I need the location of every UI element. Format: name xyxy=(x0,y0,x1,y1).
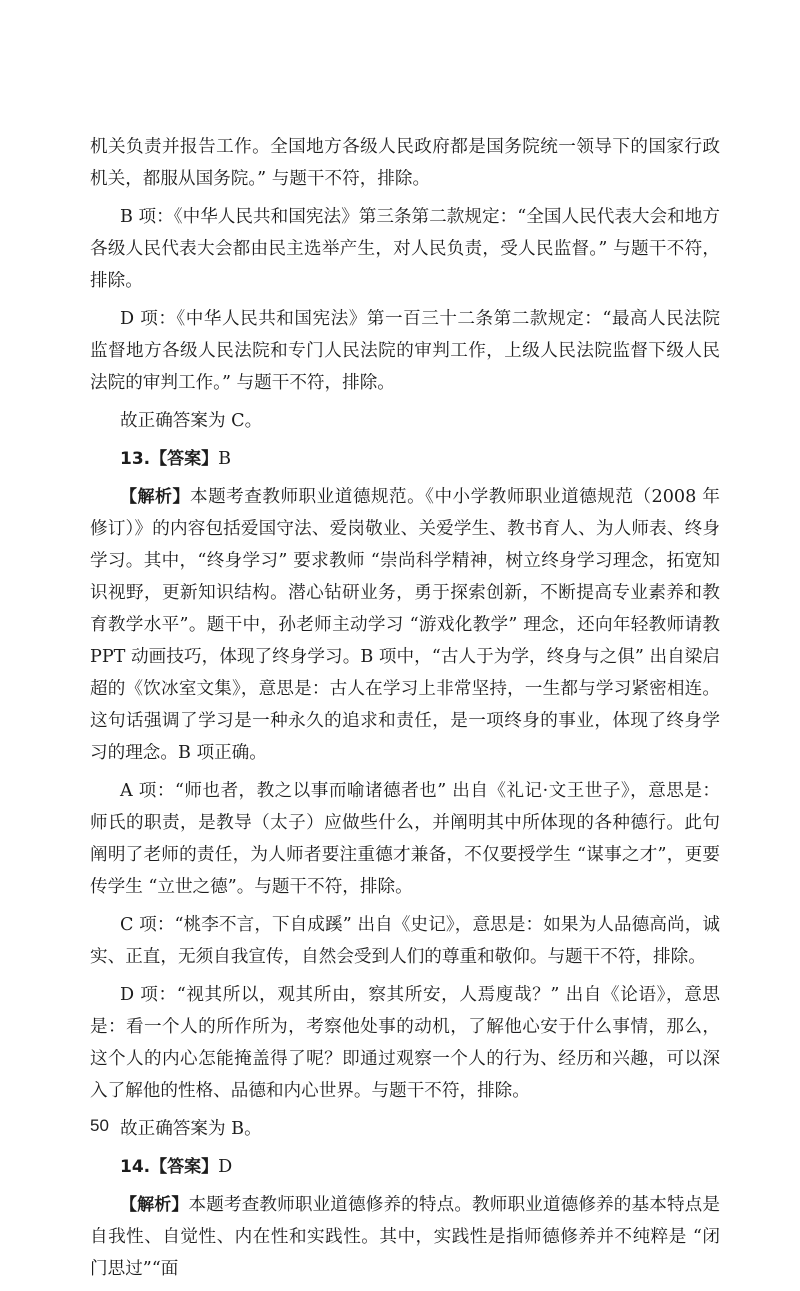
paragraph: B 项：《中华人民共和国宪法》第三条第二款规定：“全国人民代表大会和地方各级人民代表大会都由民主选举产生，对人民负责，受人民监督。” 与题干不符，排除。 xyxy=(90,207,720,291)
paragraph: 故正确答案为 C。 xyxy=(120,411,263,431)
analysis-label: 【解析】 xyxy=(120,1195,189,1215)
analysis-paragraph: 【解析】本题考查教师职业道德规范。《中小学教师职业道德规范（2008 年修订）》的内容包括爱国守法、爱岗敬业、关爱学生、教书育人、为人师表、终身学习。其中，“终身学习” 要求教师 “崇尚科学精神，树立终身学习理念，拓宽知识视野，更新知识结构。潜心钻研业务，勇于探索创新，不断提高专业素养和教育教学水平”。题干中，孙老师主动学习 “游戏化教学” 理念，还向年轻教师请教 PPT 动画技巧，体现了终身学习。B 项中，“古人于为学，终身与之俱” 出自梁启超的《饮冰室文集》，意思是：古人在学习上非常坚持，一生都与学习紧密相连。这句话强调了学习是一种永久的追求和责任，是一项终身的事业，体现了终身学习的理念。B 项正确。 xyxy=(90,487,721,763)
answer-label: 13.【答案】 xyxy=(120,449,219,469)
text-body xyxy=(90,131,720,1291)
answer-heading: 13.【答案】B xyxy=(120,449,232,469)
page-number: 50 xyxy=(90,1116,109,1135)
paragraph: D 项：《中华人民共和国宪法》第一百三十二条第二款规定：“最高人民法院监督地方各级人民法院和专门人民法院的审判工作，上级人民法院监督下级人民法院的审判工作。” 与题干不符，排除。 xyxy=(90,309,720,393)
analysis-label: 【解析】 xyxy=(120,487,190,507)
paragraph: 机关负责并报告工作。全国地方各级人民政府都是国务院统一领导下的国家行政机关，都服从国务院。” 与题干不符，排除。 xyxy=(90,137,720,189)
paragraph: C 项：“桃李不言，下自成蹊” 出自《史记》，意思是：如果为人品德高尚，诚实、正直，无须自我宣传，自然会受到人们的尊重和敬仰。与题干不符，排除。 xyxy=(90,915,720,967)
analysis-paragraph: 【解析】本题考查教师职业道德修养的特点。教师职业道德修养的基本特点是自我性、自觉性、内在性和实践性。其中，实践性是指师德修养并不纯粹是 “闭门思过”“面 xyxy=(90,1195,720,1279)
answer-heading: 14.【答案】D xyxy=(120,1157,233,1177)
paragraph: D 项：“视其所以，观其所由，察其所安，人焉廋哉？” 出自《论语》，意思是：看一个人的所作所为，考察他处事的动机，了解他心安于什么事情，那么，这个人的内心怎能掩盖得了呢？即通过观察一个人的行为、经历和兴趣，可以深入了解他的性格、品德和内心世界。与题干不符，排除。 xyxy=(90,985,720,1101)
answer-label: 14.【答案】 xyxy=(120,1157,219,1177)
paragraph: A 项：“师也者，教之以事而喻诸德者也” 出自《礼记·文王世子》，意思是：师氏的职责，是教导（太子）应做些什么，并阐明其中所体现的各种德行。此句阐明了老师的责任，为人师者要注重德才兼备，不仅要授学生 “谋事之才”，更要传学生 “立世之德”。与题干不符，排除。 xyxy=(90,781,720,897)
paragraph: 故正确答案为 B。 xyxy=(120,1119,262,1139)
